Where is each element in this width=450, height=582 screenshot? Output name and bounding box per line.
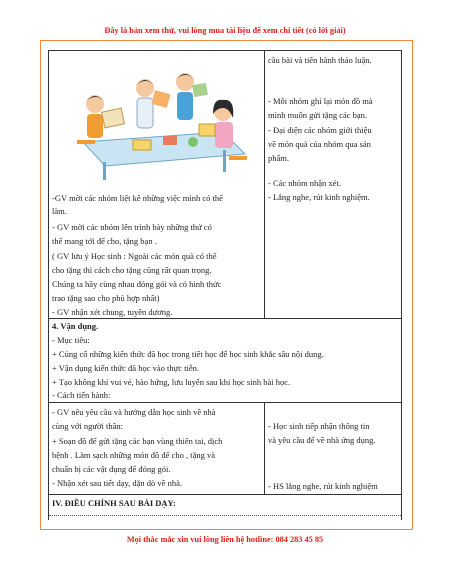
hotline-notice: Mọi thắc mắc xin vui lòng liên hệ hotline: 084 283 45 85: [126, 535, 324, 544]
preview-notice: Đây là bản xem thử, vui lòng mua tài liệu để xem chi tiết (có lời giải): [104, 26, 346, 35]
section-iv-heading: IV. ĐIỀU CHỈNH SAU BÀI DẠY:: [52, 498, 176, 508]
text-line: mình muốn gửi tặng các bạn.: [268, 110, 368, 120]
text-line: làm.: [52, 206, 67, 216]
text-line: + Soạn đồ để gửi tặng các bạn vùng thiên tai, dịch: [52, 436, 223, 446]
text-line: - HS lắng nghe, rút kinh nghiệm: [268, 481, 378, 491]
text-line: - Mỗi nhóm ghi lại món đồ mà: [268, 96, 373, 106]
column-divider-top: [264, 50, 265, 318]
text-line: - Mục tiêu:: [52, 335, 90, 345]
text-line: cùng với người thân:: [52, 421, 123, 431]
text-line: - GV mời các nhóm lên trình bày những thứ có: [52, 222, 212, 232]
text-line: thể mang tới để cho, tặng bạn .: [52, 236, 157, 246]
text-line: + Vận dụng kiến thức đã học vào thực tiễn.: [52, 363, 199, 373]
text-line: -GV mời các nhóm liệt kê những việc mình có thể: [52, 193, 223, 203]
text-line: cầu bài và tiến hành thảo luận.: [268, 55, 372, 65]
text-line: - Các nhóm nhận xét.: [268, 178, 341, 188]
section-4-heading: 4. Vận dụng.: [52, 321, 99, 331]
text-line: - Đại diện các nhóm giới thiệu: [268, 125, 372, 135]
text-line: - GV nêu yêu cầu và hướng dẫn học sinh về nhà: [52, 407, 216, 417]
text-line: - Cách tiến hành:: [52, 390, 111, 400]
text-line: + Tạo không khí vui vẻ, hào hứng, lưu luyến sau khi học sinh bài học.: [52, 377, 291, 387]
dotted-answer-line: [49, 515, 401, 516]
row-divider-iv: [48, 494, 402, 495]
text-line: + Củng cố những kiến thức đã học trong tiết học để học sinh khắc sâu nội dung.: [52, 349, 324, 359]
table-top-border: [48, 50, 402, 51]
text-line: - GV nhận xét chung, tuyên dương.: [52, 307, 173, 317]
text-line: về món quà của nhóm qua sản: [268, 139, 371, 149]
children-gift-illustration: [73, 62, 253, 182]
text-line: phẩm.: [268, 153, 290, 163]
text-line: ( GV lưu ý Học sinh : Ngoài các món quà có thể: [52, 251, 217, 261]
text-line: Chúng ta hãy cùng nhau đóng gói và có hình thức: [52, 279, 222, 289]
row-divider-steps: [48, 402, 402, 403]
text-line: - Lắng nghe, rút kinh nghiệm.: [268, 192, 370, 202]
text-line: cho tặng thì cách cho tặng cũng rất quan trọng.: [52, 265, 212, 275]
text-line: - Học sinh tiếp nhận thông tin: [268, 421, 370, 431]
text-line: và yêu cầu để về nhà ứng dụng.: [268, 435, 376, 445]
column-divider-bottom: [264, 402, 265, 494]
text-line: trao tặng sao cho phù hợp nhất): [52, 293, 160, 303]
text-line: chuẩn bị các vật dụng để đóng gói.: [52, 464, 171, 474]
table-left-border: [48, 50, 49, 520]
table-right-border: [401, 50, 402, 520]
text-line: - Nhận xét sau tiết dạy, dặn dò về nhà.: [52, 478, 182, 488]
text-line: bệnh . Làm sạch những món đồ để cho , tặng và: [52, 450, 215, 460]
